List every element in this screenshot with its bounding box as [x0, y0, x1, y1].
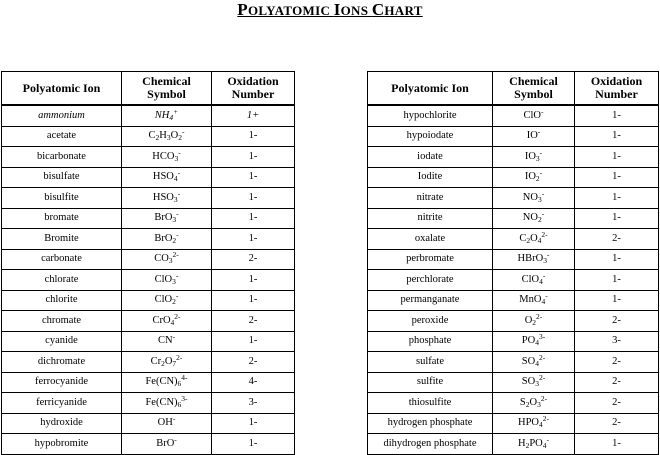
symbol-charge-superscript: -	[541, 106, 544, 116]
title-word-chart-rest: HART	[384, 3, 423, 18]
oxidation-number-cell: 2-	[575, 311, 659, 332]
oxidation-number-cell: 2-	[575, 372, 659, 393]
symbol-text: H	[517, 437, 526, 449]
table-row	[2, 105, 295, 126]
ion-name-cell: oxalate	[368, 229, 493, 250]
symbol-text: ClO	[154, 273, 173, 285]
chemical-symbol-cell	[122, 311, 212, 332]
ion-name-cell: ferricyanide	[2, 393, 122, 414]
symbol-charge-superscript: -	[542, 270, 546, 280]
header-symbol-line1: Chemical	[142, 74, 191, 88]
oxidation-number-cell: 1-	[212, 270, 295, 291]
header-oxidation-number	[575, 72, 659, 106]
table-row	[368, 188, 659, 209]
ion-name-cell: Bromite	[2, 229, 122, 250]
symbol-subscript: 6	[177, 399, 182, 409]
symbol-charge-superscript: 4-	[181, 373, 188, 383]
oxidation-number-cell: 1-	[575, 208, 659, 229]
oxidation-number-cell: 2-	[212, 352, 295, 373]
symbol-charge-superscript: 2-	[541, 229, 548, 239]
chemical-symbol-cell	[122, 126, 212, 147]
header-symbol-line2: Symbol	[514, 87, 553, 101]
symbol-text: CN	[157, 335, 173, 347]
symbol-text: HBrO	[517, 253, 544, 265]
oxidation-number-cell: 3-	[212, 393, 295, 414]
symbol-charge-superscript: -	[178, 147, 181, 157]
table-row	[368, 352, 659, 373]
table-row	[368, 126, 659, 147]
ion-name-cell: ferrocyanide	[2, 372, 122, 393]
title-word-ions-rest: ONS	[340, 3, 372, 18]
ion-name-cell: phosphate	[368, 331, 493, 352]
header-oxidation-line1: Oxidation	[227, 74, 279, 88]
ion-name-cell: Iodite	[368, 167, 493, 188]
oxidation-number-cell: 1-	[212, 126, 295, 147]
chemical-symbol-cell	[122, 167, 212, 188]
table-row	[368, 105, 659, 126]
symbol-subscript: 3	[168, 256, 173, 266]
symbol-charge-superscript: -	[545, 291, 548, 301]
symbol-text: O	[529, 396, 538, 408]
ion-name-cell: carbonate	[2, 249, 122, 270]
table-row	[368, 229, 659, 250]
symbol-text: Fe(CN)	[145, 376, 178, 388]
chemical-symbol-cell	[122, 249, 212, 270]
symbol-subscript: 2	[172, 235, 177, 245]
ions-table-right-body	[368, 105, 659, 454]
table-row	[368, 311, 659, 332]
symbol-charge-superscript: +	[173, 106, 179, 116]
title-word-polyatomic-initial: P	[237, 0, 248, 19]
symbol-text: HSO	[152, 191, 174, 203]
symbol-text: BrO	[154, 232, 173, 244]
symbol-charge-superscript: 2-	[542, 414, 549, 424]
oxidation-number-cell: 4-	[212, 372, 295, 393]
chemical-symbol-cell	[122, 188, 212, 209]
symbol-charge-superscript: 2-	[172, 250, 179, 260]
symbol-charge-superscript: -	[174, 434, 177, 444]
table-row	[368, 167, 659, 188]
symbol-text: MnO	[519, 294, 542, 306]
symbol-charge-superscript: 2-	[538, 352, 546, 362]
chemical-symbol-cell	[493, 331, 575, 352]
symbol-text: ClO	[521, 273, 540, 285]
table-row	[2, 434, 295, 455]
ion-name-cell: bicarbonate	[2, 147, 122, 168]
ion-name-cell: chlorate	[2, 270, 122, 291]
symbol-charge-superscript: -	[541, 209, 545, 219]
symbol-text: NO	[522, 191, 538, 203]
symbol-subscript: 2	[155, 133, 160, 143]
table-row	[368, 147, 659, 168]
ion-name-cell: bisulfate	[2, 167, 122, 188]
oxidation-number-cell: 1-	[212, 208, 295, 229]
symbol-text: H	[159, 130, 167, 142]
oxidation-number-cell: 1-	[212, 290, 295, 311]
symbol-text: IO	[524, 150, 536, 162]
symbol-charge-superscript: 2-	[538, 373, 546, 383]
ion-name-cell: hypoiodate	[368, 126, 493, 147]
symbol-text: O	[530, 232, 538, 244]
symbol-subscript: 3	[172, 215, 177, 225]
symbol-charge-superscript: 2-	[174, 311, 181, 321]
chemical-symbol-cell	[122, 147, 212, 168]
oxidation-number-cell: 1-	[212, 434, 295, 455]
chemical-symbol-cell	[493, 290, 575, 311]
chemical-symbol-cell	[493, 229, 575, 250]
header-ion-label: Polyatomic Ion	[391, 80, 469, 95]
chemical-symbol-cell	[122, 105, 212, 126]
symbol-subscript: 3	[172, 276, 176, 286]
symbol-charge-superscript: 3-	[181, 393, 188, 403]
symbol-subscript: 3	[173, 194, 178, 204]
symbol-text: BrO	[156, 437, 175, 449]
header-polyatomic-ion	[2, 72, 122, 106]
symbol-subscript: 2	[532, 317, 537, 327]
chemical-symbol-cell	[493, 311, 575, 332]
header-oxidation-line2: Number	[595, 87, 638, 101]
symbol-subscript: 3	[537, 194, 542, 204]
chemical-symbol-cell	[493, 249, 575, 270]
oxidation-number-cell: 1-	[575, 126, 659, 147]
symbol-text: PO	[521, 335, 536, 347]
symbol-text: IO	[524, 171, 536, 183]
oxidation-number-cell: 1-	[575, 188, 659, 209]
oxidation-number-cell: 1-	[212, 147, 295, 168]
ion-name-cell: perchlorate	[368, 270, 493, 291]
chemical-symbol-cell	[493, 393, 575, 414]
symbol-text: BrO	[154, 212, 173, 224]
symbol-text: O	[524, 314, 533, 326]
page-title	[0, 0, 660, 21]
symbol-charge-superscript: -	[177, 168, 181, 178]
ion-name-cell: bisulfite	[2, 188, 122, 209]
table-header-row	[2, 72, 295, 106]
symbol-charge-superscript: -	[175, 291, 179, 301]
symbol-text: IO	[526, 130, 538, 142]
symbol-text: HPO	[517, 417, 539, 429]
table-row	[2, 126, 295, 147]
oxidation-number-cell: 1-	[212, 331, 295, 352]
symbol-charge-superscript: 2-	[536, 311, 543, 321]
oxidation-number-cell: 1-	[212, 188, 295, 209]
table-row	[2, 270, 295, 291]
symbol-subscript: 7	[172, 358, 177, 368]
symbol-charge-superscript: -	[172, 332, 176, 342]
symbol-subscript: 4	[539, 420, 543, 430]
ion-name-cell: dihydrogen phosphate	[368, 434, 493, 455]
symbol-subscript: 4	[535, 358, 539, 368]
ion-name-cell: ammonium	[2, 105, 122, 126]
ion-name-cell: nitrite	[368, 208, 493, 229]
ion-name-cell: chlorite	[2, 290, 122, 311]
table-row	[2, 290, 295, 311]
symbol-text: C	[519, 232, 527, 244]
header-oxidation-line1: Oxidation	[590, 74, 643, 88]
symbol-text: Cr	[150, 355, 162, 367]
ions-table-left	[1, 71, 295, 455]
ion-name-cell: peroxide	[368, 311, 493, 332]
table-row	[2, 413, 295, 434]
ions-table-right	[367, 71, 659, 455]
symbol-charge-superscript: -	[541, 188, 545, 198]
table-header-row	[368, 72, 659, 106]
chemical-symbol-cell	[122, 434, 212, 455]
oxidation-number-cell: 1-	[575, 434, 659, 455]
chemical-symbol-cell	[122, 290, 212, 311]
ion-name-cell: thiosulfite	[368, 393, 493, 414]
symbol-text: HCO	[152, 150, 175, 162]
symbol-subscript: 3	[535, 379, 539, 389]
chemical-symbol-cell	[493, 372, 575, 393]
ion-name-cell: dichromate	[2, 352, 122, 373]
symbol-subscript: 2	[525, 399, 530, 409]
symbol-subscript: 2	[172, 297, 176, 307]
symbol-text: O	[170, 130, 179, 142]
table-row	[2, 352, 295, 373]
table-row	[368, 413, 659, 434]
title-word-polyatomic-rest: OLYATOMIC	[247, 3, 334, 18]
chemical-symbol-cell	[122, 372, 212, 393]
ion-name-cell: acetate	[2, 126, 122, 147]
symbol-subscript: 4	[541, 297, 546, 307]
table-row	[2, 147, 295, 168]
symbol-subscript: 2	[537, 215, 542, 225]
symbol-subscript: 3	[537, 399, 541, 409]
ion-name-cell: nitrate	[368, 188, 493, 209]
chemical-symbol-cell	[122, 352, 212, 373]
ion-name-cell: iodate	[368, 147, 493, 168]
chemical-symbol-cell	[122, 393, 212, 414]
oxidation-number-cell: 2-	[212, 311, 295, 332]
symbol-charge-superscript: -	[181, 127, 185, 137]
symbol-subscript: 4	[169, 112, 174, 122]
chemical-symbol-cell	[493, 434, 575, 455]
ion-name-cell: bromate	[2, 208, 122, 229]
oxidation-number-cell: 1-	[575, 167, 659, 188]
symbol-subscript: 4	[173, 174, 178, 184]
table-row	[368, 434, 659, 455]
ion-name-cell: perbromate	[368, 249, 493, 270]
header-oxidation-line2: Number	[231, 87, 275, 101]
ion-name-cell: cyanide	[2, 331, 122, 352]
chemical-symbol-cell	[122, 229, 212, 250]
symbol-charge-superscript: -	[546, 250, 550, 260]
chemical-symbol-cell	[122, 270, 212, 291]
symbol-charge-superscript: -	[546, 434, 550, 444]
symbol-charge-superscript: -	[172, 414, 176, 424]
chemical-symbol-cell	[493, 188, 575, 209]
ion-name-cell: hypochlorite	[368, 105, 493, 126]
header-symbol-line1: Chemical	[509, 74, 558, 88]
symbol-text: ClO	[154, 294, 173, 306]
table-row	[2, 229, 295, 250]
oxidation-number-cell: 2-	[575, 393, 659, 414]
ions-table-left-body	[2, 105, 295, 454]
symbol-text: SO	[521, 355, 536, 367]
symbol-text: OH	[157, 417, 173, 429]
ion-name-cell: chromate	[2, 311, 122, 332]
symbol-subscript: 2	[525, 440, 530, 450]
table-row	[368, 270, 659, 291]
symbol-charge-superscript: 2-	[540, 393, 548, 403]
header-chemical-symbol	[122, 72, 212, 106]
chemical-symbol-cell	[493, 352, 575, 373]
table-row	[368, 249, 659, 270]
symbol-text: O	[164, 355, 173, 367]
oxidation-number-cell: 2-	[575, 352, 659, 373]
ion-name-cell: hydroxide	[2, 413, 122, 434]
symbol-subscript: 4	[539, 276, 543, 286]
oxidation-number-cell: 1-	[575, 290, 659, 311]
oxidation-number-cell: 1-	[212, 229, 295, 250]
title-word-ions-initial: I	[333, 0, 341, 19]
chemical-symbol-cell	[493, 208, 575, 229]
symbol-text: PO	[529, 437, 543, 449]
symbol-text: NO	[522, 212, 538, 224]
table-row	[368, 290, 659, 311]
symbol-charge-superscript: -	[176, 229, 179, 239]
chemical-symbol-cell	[493, 413, 575, 434]
oxidation-number-cell: 1-	[212, 167, 295, 188]
chemical-symbol-cell	[122, 413, 212, 434]
header-oxidation-number	[212, 72, 295, 106]
oxidation-number-cell: 2-	[212, 249, 295, 270]
symbol-text: HSO	[152, 171, 174, 183]
symbol-subscript: 2	[535, 174, 540, 184]
symbol-subscript: 4	[537, 235, 542, 245]
oxidation-number-cell: 1-	[575, 147, 659, 168]
oxidation-number-cell: 2-	[575, 413, 659, 434]
symbol-subscript: 3	[543, 256, 547, 266]
chemical-symbol-cell	[493, 105, 575, 126]
table-row	[2, 208, 295, 229]
header-symbol-line2: Symbol	[147, 87, 186, 101]
table-row	[368, 208, 659, 229]
symbol-subscript: 2	[161, 358, 165, 368]
title-word-chart-initial: C	[371, 0, 385, 19]
symbol-text: Fe(CN)	[145, 396, 178, 408]
table-row	[2, 311, 295, 332]
symbol-subscript: 3	[535, 153, 540, 163]
symbol-subscript: 2	[526, 235, 531, 245]
symbol-subscript: 4	[542, 440, 547, 450]
symbol-text: SO	[521, 376, 536, 388]
symbol-text: CrO	[152, 314, 171, 326]
chemical-symbol-cell	[493, 270, 575, 291]
header-chemical-symbol	[493, 72, 575, 106]
symbol-charge-superscript: 3-	[538, 332, 546, 342]
ion-name-cell: permanganate	[368, 290, 493, 311]
table-row	[2, 372, 295, 393]
symbol-charge-superscript: -	[175, 270, 179, 280]
oxidation-number-cell: 3-	[575, 331, 659, 352]
chemical-symbol-cell	[493, 126, 575, 147]
symbol-subscript: 4	[535, 338, 539, 348]
symbol-text: NH	[154, 109, 170, 121]
table-row	[2, 188, 295, 209]
ion-name-cell: sulfate	[368, 352, 493, 373]
table-row	[2, 249, 295, 270]
table-row	[2, 167, 295, 188]
symbol-charge-superscript: 2-	[176, 352, 183, 362]
symbol-charge-superscript: -	[539, 147, 543, 157]
chemical-symbol-cell	[493, 167, 575, 188]
symbol-subscript: 4	[170, 317, 175, 327]
symbol-charge-superscript: -	[539, 168, 543, 178]
oxidation-number-cell: 1-	[212, 413, 295, 434]
header-ion-label: Polyatomic Ion	[22, 80, 101, 95]
ion-name-cell: hypobromite	[2, 434, 122, 455]
symbol-subscript: 3	[166, 133, 171, 143]
header-polyatomic-ion	[368, 72, 493, 106]
chemical-symbol-cell	[122, 331, 212, 352]
symbol-subscript: 3	[174, 153, 179, 163]
chemical-symbol-cell	[122, 208, 212, 229]
table-row	[368, 331, 659, 352]
ion-name-cell: sulfite	[368, 372, 493, 393]
table-row	[368, 372, 659, 393]
chemical-symbol-cell	[493, 147, 575, 168]
symbol-text: ClO	[523, 109, 541, 121]
ion-name-cell: hydrogen phosphate	[368, 413, 493, 434]
oxidation-number-cell: 1-	[575, 270, 659, 291]
table-row	[2, 393, 295, 414]
oxidation-number-cell: 1-	[575, 249, 659, 270]
symbol-text: S	[519, 396, 526, 408]
symbol-subscript: 6	[177, 379, 182, 389]
symbol-charge-superscript: -	[177, 188, 181, 198]
symbol-subscript: 2	[178, 133, 182, 143]
symbol-text: C	[148, 130, 156, 142]
oxidation-number-cell: 1+	[212, 105, 295, 126]
symbol-charge-superscript: -	[176, 209, 179, 219]
symbol-charge-superscript: -	[537, 127, 541, 137]
table-row	[2, 331, 295, 352]
symbol-text: CO	[154, 253, 169, 265]
oxidation-number-cell: 2-	[575, 229, 659, 250]
table-row	[368, 393, 659, 414]
oxidation-number-cell: 1-	[575, 105, 659, 126]
